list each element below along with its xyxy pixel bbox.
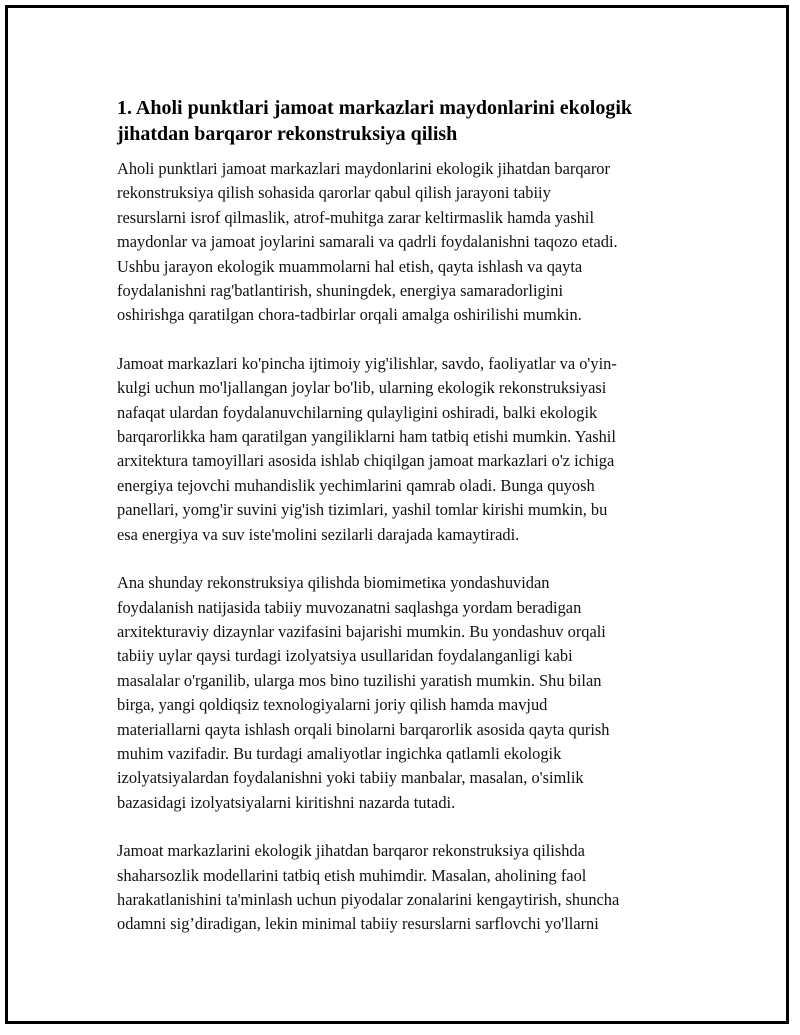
paragraph-4: Jamoat markazlarini ekologik jihatdan barqaror rekonstruksiya qilishda shaharsozlik modellarini tatbiq etish muhimdir. Masalan, aholining faol harakatlanishini ta'minlash uchun piyodalar zonalarini kengaytirish, shuncha odamni sig’diradigan, lekin minimal tabiiy resurslarni sarflovchi yo'llarni [117,841,620,934]
paragraph-1: Aholi punktlari jamoat markazlari maydonlarini ekologik jihatdan barqaror rekonstruksiya qilish sohasida qarorlar qabul qilish jarayoni tabiiy resurslarni isrof qilmaslik, atrof-muhitga zarar keltirmaslik hamda yashil maydonlar va jamoat joylarini samarali va qadrli foydalanishni taqozo etadi. Ushbu jarayon ekologik muammolarni hal etish, qayta ishlash va qayta foydalanishni rag'batlantirish, shuningdek, energiya samaradorligini oshirishga qaratilgan chora-tadbirlar orqali amalga oshirilishi mumkin. [117,159,618,325]
document-body [117,95,687,961]
section-heading: 1. Aholi punktlari jamoat markazlari maydonlarini ekologik jihatdan barqaror rekonstruksiya qilish [117,97,633,145]
paragraph-3: Ana shunday rekonstruksiya qilishda biomimetiка yondashuvidan foydalanish natijasida tabiiy muvozanatni saqlashga yordam beradigan arxitekturaviy dizaynlar vazifasini bajarishi mumkin. Bu yondashuv orqali tabiiy uylar qaysi turdagi izolyatsiya usullaridan foydalanganligi kabi masalalar o'rganilib, ularga mos bino tuzilishi yaratish mumkin. Shu bilan birga, yangi qoldiqsiz texnologiyalarni joriy qilish hamda mavjud materiallarni qayta ishlash orqali binolarni barqarorlik asosida qayta qurish muhim vazifadir. Bu turdagi amaliyotlar ingichka qatlamli ekologik izolyatsiyalardan foydalanishni yoki tabiiy manbalar, masalan, o'simlik bazasidagi izolyatsiyalarni kiritishni nazarda tutadi. [117,573,610,812]
paragraph-2: Jamoat markazlari ko'pincha ijtimoiy yig'ilishlar, savdo, faoliyatlar va o'yin- kulgi uchun mo'ljallangan joylar bo'lib, ularning ekologik rekonstruksiyasi nafaqat ulardan foydalanuvchilarning qulayligini oshiradi, balki ekologik barqarorlikka ham qaratilgan yangiliklarni ham tatbiq etishi mumkin. Yashil arxitektura tamoyillari asosida ishlab chiqilgan jamoat markazlari o'z ichiga energiya tejovchi muhandislik yechimlarini qamrab oladi. Bunga quyosh panellari, yomg'ir suvini yig'ish tizimlari, yashil tomlar kirishi mumkin, bu esa energiya va suv iste'molini sezilarli darajada kamaytiradi. [117,353,617,544]
